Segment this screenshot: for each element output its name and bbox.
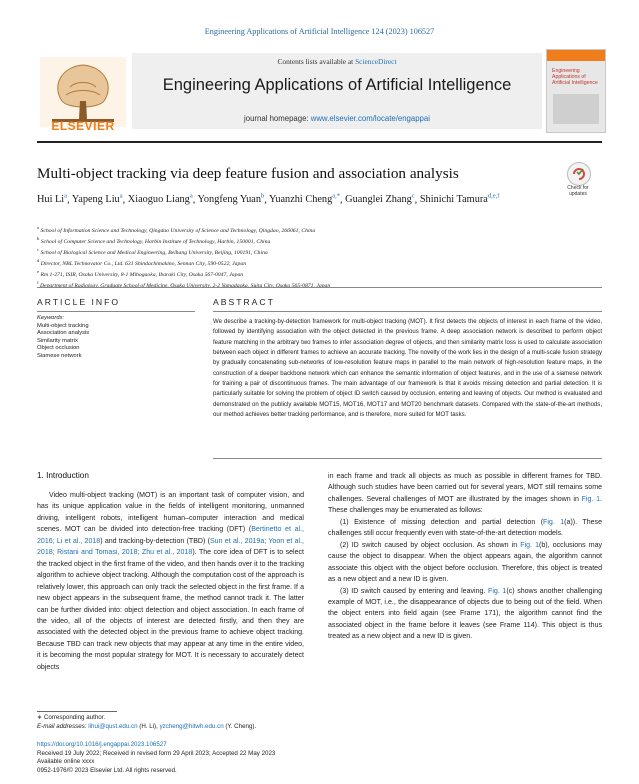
- sciencedirect-link[interactable]: ScienceDirect: [355, 57, 397, 66]
- paragraph: (1) Existence of missing detection and partial detection (Fig. 1(a)). These challenges still occur frequently even with state-of-the-art detection models.: [328, 518, 602, 538]
- doi-link[interactable]: https://doi.org/10.1016/j.engappai.2023.106527: [37, 741, 167, 748]
- affiliation: $^c$ School of Biological Science and Medical Engineering, Beihang University, Beijing, 100191, China: [37, 247, 268, 257]
- journal-homepage: [132, 114, 542, 123]
- affiliations: [37, 224, 602, 291]
- journal-cover-thumbnail[interactable]: [546, 49, 606, 133]
- affiliation: $^b$ School of Computer Science and Technology, Harbin Institute of Technology, Harbin, 150001, China: [37, 236, 271, 245]
- section-heading-introduction: 1. Introduction: [37, 471, 89, 480]
- author[interactable]: Xiaoguo Liang$^a$: [127, 193, 193, 206]
- check-for-updates-badge[interactable]: [560, 162, 596, 202]
- figure-link[interactable]: Fig. 1: [520, 541, 540, 549]
- author[interactable]: Yongfeng Yuan$^b$: [197, 193, 265, 206]
- article-info-heading: ARTICLE INFO: [37, 297, 121, 307]
- received-dates: Received 19 July 2022; Received in revised form 29 April 2023; Accepted 22 May 2023: [37, 749, 276, 757]
- citation-link[interactable]: Sun et al., 2019a; Yoon et al., 2018; Ristani and Tomasi, 2018; Zhu et al., 2018: [37, 537, 305, 557]
- figure-link[interactable]: Fig. 1: [488, 587, 507, 595]
- citation-link[interactable]: Bertinetto et al., 2016; Li et al., 2018: [37, 526, 304, 545]
- check-updates-label: Check for updates: [567, 185, 589, 197]
- figure-link[interactable]: Fig. 1: [543, 518, 565, 526]
- author-list: Hui Li$^a$, Yapeng Liu$^a$, Xiaoguo Liang$^a$, Yongfeng Yuan$^b$, Yuanzhi Cheng$^{a,*}$, Guanglei Zhang$^c$, Shinichi Tamura$^{d,e,f}$: [37, 193, 500, 206]
- author[interactable]: Yuanzhi Cheng$^{a,*}$: [269, 193, 340, 206]
- body-column-left: [37, 490, 304, 673]
- abstract-heading: ABSTRACT: [213, 297, 275, 307]
- affiliation: $^e$ Rm 1-271, ISIR, Osaka University, 8-1 Mihogaoka, Ibaraki City, Osaka 567-0047, Japan: [37, 269, 244, 279]
- affiliation: $^a$ School of Information Science and Technology, Qingdao University of Science and Technology, Qingdao, 266061, China: [37, 225, 316, 234]
- cover-orange-bar: [547, 50, 605, 61]
- publisher-name: ELSEVIER: [51, 119, 115, 133]
- keyword: Siamese network: [37, 352, 82, 359]
- abstract-rule: [213, 311, 602, 312]
- paragraph: Video multi-object tracking (MOT) is an important task of computer vision, and has its unique application value in the fields of intelligent monitoring, unmanned driving, intelligent robots, intelligent human–computer interaction and medical scenes. MOT can be divided into detection-free tracking (DFT) (Bertinetto et al., 2016; Li et al., 2018) and tracking-by-detection (TBD) (Sun et al., 2019a; Yoon et al., 2018; Ristani and Tomasi, 2018; Zhu et al., 2018). The core idea of DFT is to select the tracked object in the first frame of the video, and then hands over it to the tracking algorithm to achieve object tracking. Although the computation cost of the approach is relatively lower, this approach can only track the selected object in the first frame. If a new object appears in the subsequent frame, the method cannot track it. The latter can be further divided into: object detection and object association. In each frame of the video, all of the objects of interest are detected firstly, and then they are associated with the detected object in the previous frame to achieve object tracking. Because TBD can track new objects that may appear at any time in the entire video, it is becoming the most popular strategy for MOT. It is necessary to accurately detect objects: [37, 492, 305, 671]
- footnote-rule: [37, 711, 117, 712]
- copyright: 0952-1976/© 2023 Elsevier Ltd. All rights reserved.: [37, 766, 177, 774]
- keyword: Object occlusion: [37, 345, 80, 352]
- paragraph: in each frame and track all objects as much as possible in different frames for TBD. Although such studies have been carried out for several years, MOT still remains some challenges. Several challenges of MOT are illustrated by the images shown in Fig. 1. These challenges may be enumerated as follows:: [328, 473, 602, 515]
- author[interactable]: Hui Li$^a$: [37, 193, 68, 206]
- keyword: Similarity matrix: [37, 337, 78, 344]
- available-online: Available online xxxx: [37, 758, 95, 766]
- corresponding-note: ∗ Corresponding author.: [37, 714, 106, 721]
- author[interactable]: Shinichi Tamura$^{d,e,f}$: [419, 193, 500, 206]
- email-line: E-mail addresses: lihui@qust.edu.cn (H. Li), yzcheng@hitwh.edu.cn (Y. Cheng).: [37, 722, 257, 730]
- keyword: Multi-object tracking: [37, 322, 89, 329]
- author[interactable]: Yapeng Liu$^a$: [71, 193, 123, 206]
- contents-line: [132, 57, 542, 66]
- publication-info: [37, 741, 275, 775]
- affiliation: $^d$ Director, NBL Technovator Co., Ltd. 631 Shindachimakino, Sennan City, 590-0522, Japan: [37, 258, 247, 268]
- body-column-right: [328, 471, 602, 643]
- keyword: Association analysis: [37, 330, 90, 337]
- journal-title: Engineering Applications of Artificial Intelligence: [162, 76, 512, 94]
- keywords-label: Keywords:: [37, 315, 65, 321]
- paragraph: (3) ID switch caused by entering and leaving. Fig. 1(c) shows another challenging example of MOT, i.e., the disappearance of objects due to being out of the field. When the object enters into field again (see Frame 171), the algorithm cannot find the associated object in the frame before it leaves (see Frame 114). This object is thus treated as a new object and a new ID is given.: [328, 587, 603, 641]
- homepage-prefix: journal homepage:: [244, 114, 311, 123]
- homepage-link[interactable]: www.elsevier.com/locate/engappai: [310, 114, 430, 123]
- affiliation: f: [37, 280, 39, 286]
- keywords-block: [37, 315, 89, 361]
- journal-banner: [37, 43, 602, 139]
- email-link[interactable]: yzcheng@hitwh.edu.cn: [159, 722, 224, 730]
- abstract-text: We describe a tracking-by-detection framework for multi-object tracking (MOT). It first detects the objects of interest in each frame of the video, followed by identifying association with the object detected in the previous frame. A deep association network is described to perform object feature matching in the arbitrary two frames to infer association degree of objects, and then similarity matrix loss is used to calculate association between each object in different frames to achieve an accurate tracking. The novelty of the work lies in the design of a multi-scale fusion strategy by gradually concatenating sub-networks of low-resolution feature maps in parallel to the main network of high-resolution feature maps, in the construction of a deeper backbone network which can enhance the semantic information of object features, and in the use of a siamese network for training a pair of discontinuous frames. The main advantage of our framework is that it avoids missing detection and partial detection. It is particularly suitable for solving the problem of object ID switch caused by occlusion, entering and leaving of objects. Our method is evaluated and demonstrated on the publicly available MOT15, MOT16, MOT17 and MOT20 benchmark datasets. Compared with the state-of-the-art methods, our method achieves better tracking performance, and is therefore, more suited for MOT tasks.: [213, 319, 602, 419]
- banner-divider: [37, 141, 602, 143]
- affiliation-divider: [37, 287, 602, 288]
- refresh-icon: [568, 163, 590, 185]
- author[interactable]: Guanglei Zhang$^c$: [345, 193, 415, 206]
- article-info-rule: [37, 311, 195, 312]
- cover-title: Engineering Applications of Artificial Intelligence: [552, 68, 598, 86]
- footnote: [37, 714, 256, 731]
- paper-title: Multi-object tracking via deep feature fusion and association analysis: [37, 165, 459, 182]
- email-link[interactable]: lihui@qust.edu.cn: [88, 722, 138, 730]
- journal-reference[interactable]: Engineering Applications of Artificial Intelligence 124 (2023) 106527: [204, 27, 435, 36]
- abstract-end-rule: [213, 458, 602, 459]
- paragraph: (2) ID switch caused by object occlusion. As shown in Fig. 1(b), occlusions may cause the object to disappear. When the object appears again, the algorithm cannot associate this object with the object before occlusion. Therefore, this object is treated as a new object and a new ID is given.: [328, 541, 603, 584]
- check-updates-icon: [567, 162, 591, 186]
- contents-prefix: Contents lists available at: [277, 57, 356, 66]
- cover-image: [553, 94, 599, 124]
- figure-link[interactable]: Fig. 1: [581, 495, 601, 503]
